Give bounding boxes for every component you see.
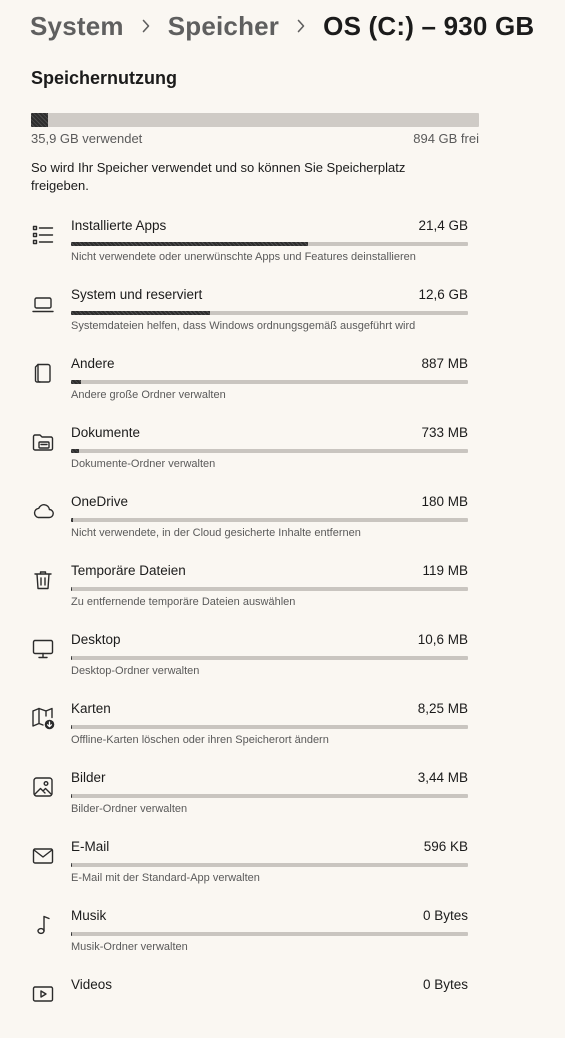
storage-category-bilder[interactable] [0, 762, 565, 831]
breadcrumb-system[interactable]: System [30, 10, 124, 41]
free-space-label: 894 GB frei [413, 131, 479, 146]
category-usage-bar [71, 587, 468, 591]
breadcrumb [30, 8, 534, 44]
category-size: 733 MB [421, 425, 468, 440]
intro-text: So wird Ihr Speicher verwendet und so können Sie Speicherplatz freigeben. [31, 160, 406, 193]
storage-category-dokumente[interactable] [0, 417, 565, 486]
category-description: Nicht verwendete oder unerwünschte Apps und Features deinstallieren [71, 251, 416, 263]
storage-category-list [0, 210, 565, 1038]
category-usage-fill [71, 794, 72, 798]
map-download-icon [30, 705, 56, 731]
category-size: 0 Bytes [422, 977, 468, 992]
category-description: Andere große Ordner verwalten [71, 389, 226, 401]
category-usage-bar [71, 449, 468, 453]
apps-list-icon [30, 222, 56, 248]
storage-category-videos[interactable] [0, 969, 565, 1038]
category-size: 0 Bytes [422, 908, 468, 923]
category-name: Temporäre Dateien [71, 563, 186, 578]
category-size: 12,6 GB [418, 287, 468, 302]
storage-usage-fill [31, 113, 48, 127]
category-usage-fill [71, 242, 308, 246]
category-name: Musik [71, 908, 107, 923]
storage-category-temporare-dateien[interactable] [0, 555, 565, 624]
category-usage-bar [71, 311, 468, 315]
category-name: Andere [71, 356, 115, 371]
category-name: Dokumente [71, 425, 141, 440]
documents-folder-icon [30, 429, 56, 455]
storage-category-karten[interactable] [0, 693, 565, 762]
category-size: 887 MB [421, 356, 468, 371]
category-description: Desktop-Ordner verwalten [71, 665, 200, 677]
section-title: Speichernutzung [31, 68, 178, 88]
trash-icon [30, 567, 56, 593]
category-usage-bar [71, 932, 468, 936]
category-usage-fill [71, 380, 81, 384]
category-size: 10,6 MB [417, 632, 468, 647]
category-description: Systemdateien helfen, dass Windows ordnungsgemäß ausgeführt wird [71, 320, 416, 332]
storage-category-andere[interactable] [0, 348, 565, 417]
category-usage-bar [71, 656, 468, 660]
category-usage-fill [71, 449, 79, 453]
storage-category-system-und-reserviert[interactable] [0, 279, 565, 348]
category-usage-fill [71, 725, 72, 729]
storage-category-onedrive[interactable] [0, 486, 565, 555]
category-size: 596 KB [423, 839, 468, 854]
category-description: Bilder-Ordner verwalten [71, 803, 188, 815]
category-name: Installierte Apps [71, 218, 167, 233]
category-name: Bilder [71, 770, 106, 785]
category-usage-bar [71, 518, 468, 522]
music-note-icon [30, 912, 56, 938]
used-space-label: 35,9 GB verwendet [31, 131, 143, 146]
category-name: Karten [71, 701, 111, 716]
category-size: 3,44 MB [417, 770, 468, 785]
page-title: OS (C:) – 930 GB [323, 10, 535, 41]
category-name: OneDrive [71, 494, 129, 509]
category-size: 21,4 GB [418, 218, 468, 233]
picture-icon [30, 774, 56, 800]
category-usage-bar [71, 863, 468, 867]
category-usage-bar [71, 380, 468, 384]
category-name: Videos [71, 977, 113, 992]
category-name: Desktop [71, 632, 121, 647]
category-usage-fill [71, 587, 72, 591]
storage-usage-bar [31, 113, 479, 127]
category-usage-fill [71, 656, 72, 660]
category-description: Offline-Karten löschen oder ihren Speicherort ändern [71, 734, 329, 746]
category-description: Nicht verwendete, in der Cloud gesicherte Inhalte entfernen [71, 527, 361, 539]
storage-category-e-mail[interactable] [0, 831, 565, 900]
category-description: Zu entfernende temporäre Dateien auswählen [71, 596, 296, 608]
category-description: Musik-Ordner verwalten [71, 941, 188, 953]
category-usage-fill [71, 518, 73, 522]
category-usage-fill [71, 311, 210, 315]
category-size: 8,25 MB [417, 701, 468, 716]
chevron-right-icon [124, 15, 168, 36]
storage-category-desktop[interactable] [0, 624, 565, 693]
chevron-right-icon [279, 15, 323, 36]
category-name: E-Mail [71, 839, 110, 854]
mail-icon [30, 843, 56, 869]
other-documents-icon [30, 360, 56, 386]
video-icon [30, 981, 56, 1007]
storage-category-musik[interactable] [0, 900, 565, 969]
breadcrumb-speicher[interactable]: Speicher [167, 10, 280, 41]
category-usage-bar [71, 242, 468, 246]
category-size: 180 MB [421, 494, 468, 509]
category-description: Dokumente-Ordner verwalten [71, 458, 216, 470]
laptop-icon [30, 291, 56, 317]
category-usage-bar [71, 725, 468, 729]
category-size: 119 MB [422, 563, 468, 578]
category-name: System und reserviert [71, 287, 203, 302]
category-usage-fill [71, 863, 72, 867]
storage-category-installierte-apps[interactable] [0, 210, 565, 279]
category-usage-bar [71, 794, 468, 798]
monitor-icon [30, 636, 56, 662]
cloud-icon [30, 498, 56, 524]
category-description: E-Mail mit der Standard-App verwalten [71, 872, 260, 884]
category-usage-fill [71, 932, 72, 936]
